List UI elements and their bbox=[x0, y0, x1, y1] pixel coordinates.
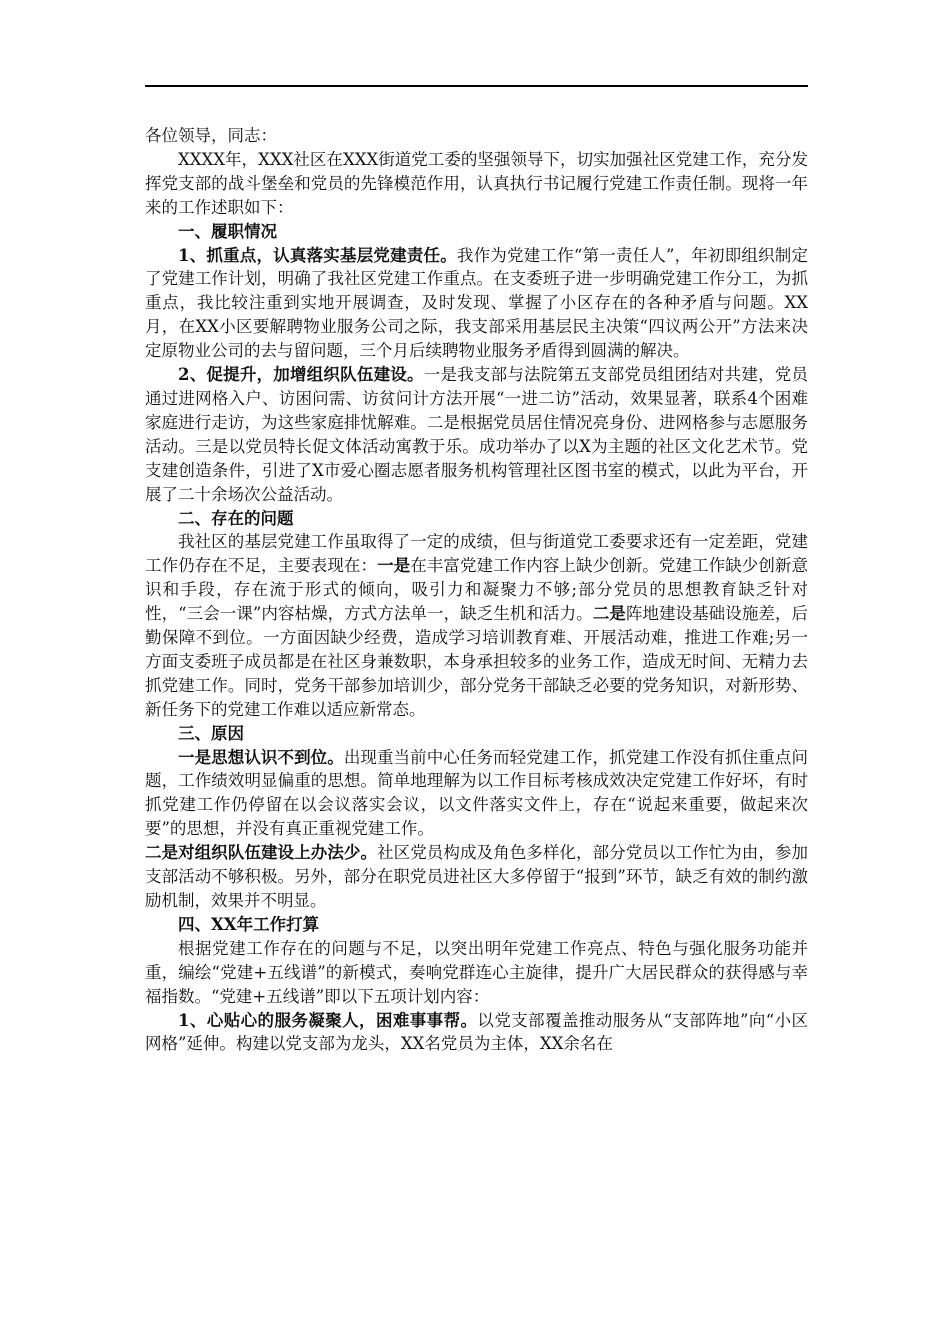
section-3-body-1: 出现重当前中心任务而轻党建工作，抓党建工作没有抓住重点问题，工作绩效明显偏重的思想。简单地理解为以工作目标考核成效决定党建工作好坏，有时抓党建工作仍停留在以会议落实会议，以文件落实文件上，存在“说起来重要，做起来次要”的思想，并没有真正重视党建工作。 bbox=[145, 747, 809, 839]
document-body bbox=[145, 124, 808, 1056]
intro-paragraph: XXXX年，XXX社区在XXX街道党工委的坚强领导下，切实加强社区党建工作，充分发挥党支部的战斗堡垒和党员的先锋模范作用，认真执行书记履行党建工作责任制。现将一年来的工作述职如下： bbox=[145, 149, 808, 217]
section-2-seg-1: 我社区的基层党建工作虽取得了一定的成绩，但与街道党工委要求还有一定差距，党建工作仍存在不足，主要表现在： bbox=[145, 532, 808, 576]
section-4-paragraph-2-body: 以党支部覆盖推动服务从“支部阵地”向“小区网格”延伸。构建以党支部为龙头，XX名党员为主体，XX余名在 bbox=[145, 1010, 808, 1054]
section-2-seg-3: 阵地建设基础设施差，后勤保障不到位。一方面因缺少经费，造成学习培训教育难、开展活动难，推进工作难;另一方面支委班子成员都是在社区身兼数职，本身承担较多的业务工作，造成无时间、无精力去抓党建工作。同时，党务干部参加培训少，部分党务干部缺乏必要的党务知识，对新形势、新任务下的党建工作难以适应新常态。 bbox=[145, 604, 809, 719]
section-2-lead-1: 一是 bbox=[377, 556, 411, 576]
section-2-lead-2: 二是 bbox=[592, 604, 626, 624]
section-1-paragraph-2 bbox=[145, 363, 808, 506]
section-1-paragraph-2-body: 一是我支部与法院第五支部党员组团结对共建，党员通过进网格入户、访困问需、访贫问计方法开展“一进二访”活动，效果显著，联系4个困难家庭进行走访，为这些家庭排忧解难。二是根据党员居住情况亮身份、进网格参与志愿服务活动。三是以党员特长促文体活动寓教于乐。成功举办了以X为主题的社区文化艺术节。党支建创造条件，引进了X市爱心圈志愿者服务机构管理社区图书室的模式，以此为平台，开展了二十余场次公益活动。 bbox=[145, 365, 809, 504]
section-4-title: 四、XX年工作打算 bbox=[178, 914, 320, 934]
section-3-lead-1: 一是思想认识不到位。 bbox=[178, 747, 344, 767]
section-4-paragraph-2-lead: 1、心贴心的服务凝聚人，困难事事帮。 bbox=[178, 1010, 478, 1030]
greeting: 各位领导，同志： bbox=[145, 126, 277, 145]
section-1-paragraph-1 bbox=[145, 244, 808, 364]
section-1-title: 一、履职情况 bbox=[178, 221, 277, 241]
section-1-paragraph-1-body: 我作为党建工作“第一责任人”，年初即组织制定了党建工作计划，明确了我社区党建工作重点。在支委班子进一步明确党建工作分工，为抓重点，我比较注重到实地开展调查，及时发现、掌握了小区存在的各种矛盾与问题。XX月，在XX小区要解聘物业服务公司之际，我支部采用基层民主决策“四议两公开”方法来决定原物业公司的去与留问题，三个月后续聘物业服务矛盾得到圆满的解决。 bbox=[145, 245, 808, 361]
section-1-paragraph-1-lead: 1、抓重点，认真落实基层党建责任。 bbox=[178, 245, 457, 265]
section-2-title: 二、存在的问题 bbox=[178, 508, 294, 528]
section-1-paragraph-2-lead: 2、促提升，加增组织队伍建设。 bbox=[178, 365, 424, 385]
section-3-body-2: 社区党员构成及角色多样化，部分党员以工作忙为由，参加支部活动不够积极。另外，部分在职党员进社区大多停留于“报到”环节，缺乏有效的制约激励机制，效果并不明显。 bbox=[145, 843, 809, 910]
section-2-paragraph bbox=[145, 530, 808, 721]
section-4-paragraph-2 bbox=[145, 1009, 808, 1057]
section-2-seg-2: 在丰富党建工作内容上缺少创新。党建工作缺少创新意识和手段，存在流于形式的倾向，吸引力和凝聚力不够;部分党员的思想教育缺乏针对性，“三会一课”内容枯燥，方式方法单一，缺乏生机和活力。 bbox=[145, 556, 809, 624]
header-rule bbox=[145, 85, 808, 87]
section-3-lead-2: 二是对组织队伍建设上办法少。 bbox=[145, 843, 378, 863]
section-3-title: 三、原因 bbox=[178, 723, 244, 743]
section-3-paragraph-2 bbox=[145, 841, 808, 913]
section-4-paragraph-1: 根据党建工作存在的问题与不足，以突出明年党建工作亮点、特色与强化服务功能并重，编绘“党建+五线谱”的新模式，奏响党群连心主旋律，提升广大居民群众的获得感与幸福指数。“党建+五线谱”即以下五项计划内容： bbox=[145, 938, 808, 1006]
section-3-paragraph-1 bbox=[145, 746, 808, 842]
